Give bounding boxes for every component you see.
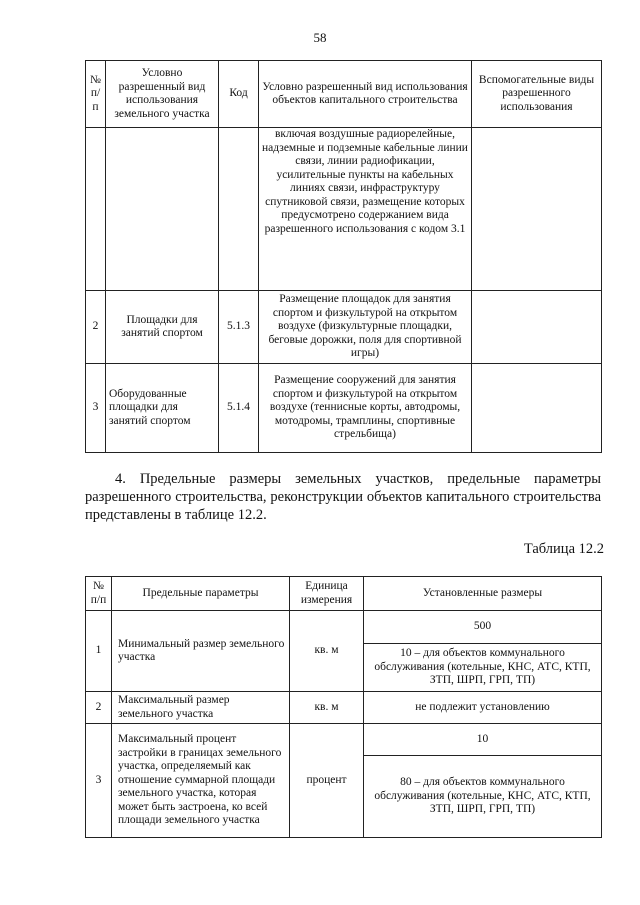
row-code: 5.1.3 (219, 291, 259, 364)
header-use: Условно разрешенный вид использования земельного участка (106, 61, 219, 128)
row-num (86, 128, 106, 291)
row-param: Минимальный размер земельного участка (112, 611, 290, 692)
table-row (86, 692, 602, 724)
row-size-main: 500 (364, 611, 602, 644)
header-objects: Условно разрешенный вид использования объектов капитального строительства (259, 61, 472, 128)
row-param: Максимальный размер земельного участка (112, 692, 290, 724)
row-unit: кв. м (290, 611, 364, 692)
row-code (219, 128, 259, 291)
row-desc: Размещение площадок для занятия спортом и физкультурой на открытом воздухе (физкультурные площадки, беговые дорожки, поля для спортивной игры) (259, 291, 472, 364)
header-size: Установленные размеры (364, 577, 602, 611)
row-size-main: 10 (364, 724, 602, 756)
row-aux (472, 291, 602, 364)
table-header-row (86, 61, 602, 128)
row-num: 3 (86, 724, 112, 838)
page-number: 58 (313, 30, 327, 45)
table-land-use (85, 60, 602, 453)
header-num: № п/п (86, 577, 112, 611)
row-use (106, 128, 219, 291)
row-aux (472, 364, 602, 453)
table-row (86, 724, 602, 756)
row-desc: включая воздушные радиорелейные, надземные и подземные кабельные линии связи, линии радиофикации, усилительные пункты на кабельных линиях связи, инфраструктуру спутниковой связи, размещение которых предусмотрено содержанием вида разрешенного использования с кодом 3.1 (259, 128, 472, 291)
row-param: Максимальный процент застройки в границах земельного участка, определяемый как отношение суммарной площади земельного участка, которая может быть застроена, ко всей площади земельного участка (112, 724, 290, 838)
header-param: Предельные параметры (112, 577, 290, 611)
row-size-extra: 10 – для объектов коммунального обслуживания (котельные, КНС, АТС, КТП, ЗТП, ШРП, ГРП, ТП) (364, 644, 602, 692)
row-size-extra: 80 – для объектов коммунального обслуживания (котельные, КНС, АТС, КТП, ЗТП, ШРП, ГРП, ТП) (364, 756, 602, 838)
row-num: 2 (86, 692, 112, 724)
row-unit: кв. м (290, 692, 364, 724)
table-row (86, 611, 602, 644)
table-row (86, 364, 602, 453)
row-num: 2 (86, 291, 106, 364)
table-row (86, 291, 602, 364)
row-code: 5.1.4 (219, 364, 259, 453)
row-use: Оборудованные площадки для занятий спортом (106, 364, 219, 453)
header-code: Код (219, 61, 259, 128)
row-use: Площадки для занятий спортом (106, 291, 219, 364)
header-aux: Вспомогательные виды разрешенного использования (472, 61, 602, 128)
table-header-row (86, 577, 602, 611)
row-desc: Размещение сооружений для занятия спортом и физкультурой на открытом воздухе (теннисные корты, автодромы, мотодромы, трамплины, спортивные стрельбища) (259, 364, 472, 453)
paragraph-text: 4. Предельные размеры земельных участков, предельные параметры разрешенного строительства, реконструкции объектов капитального строительства представлены в таблице 12.2. (85, 471, 601, 523)
table-caption: Таблица 12.2 (523, 541, 604, 557)
row-num: 1 (86, 611, 112, 692)
table-limits (85, 576, 602, 838)
row-num: 3 (86, 364, 106, 453)
row-aux (472, 128, 602, 291)
row-unit: процент (290, 724, 364, 838)
row-size: не подлежит установлению (364, 692, 602, 724)
header-unit: Единица измерения (290, 577, 364, 611)
table-row (86, 128, 602, 291)
header-num: № п/п (86, 61, 106, 128)
